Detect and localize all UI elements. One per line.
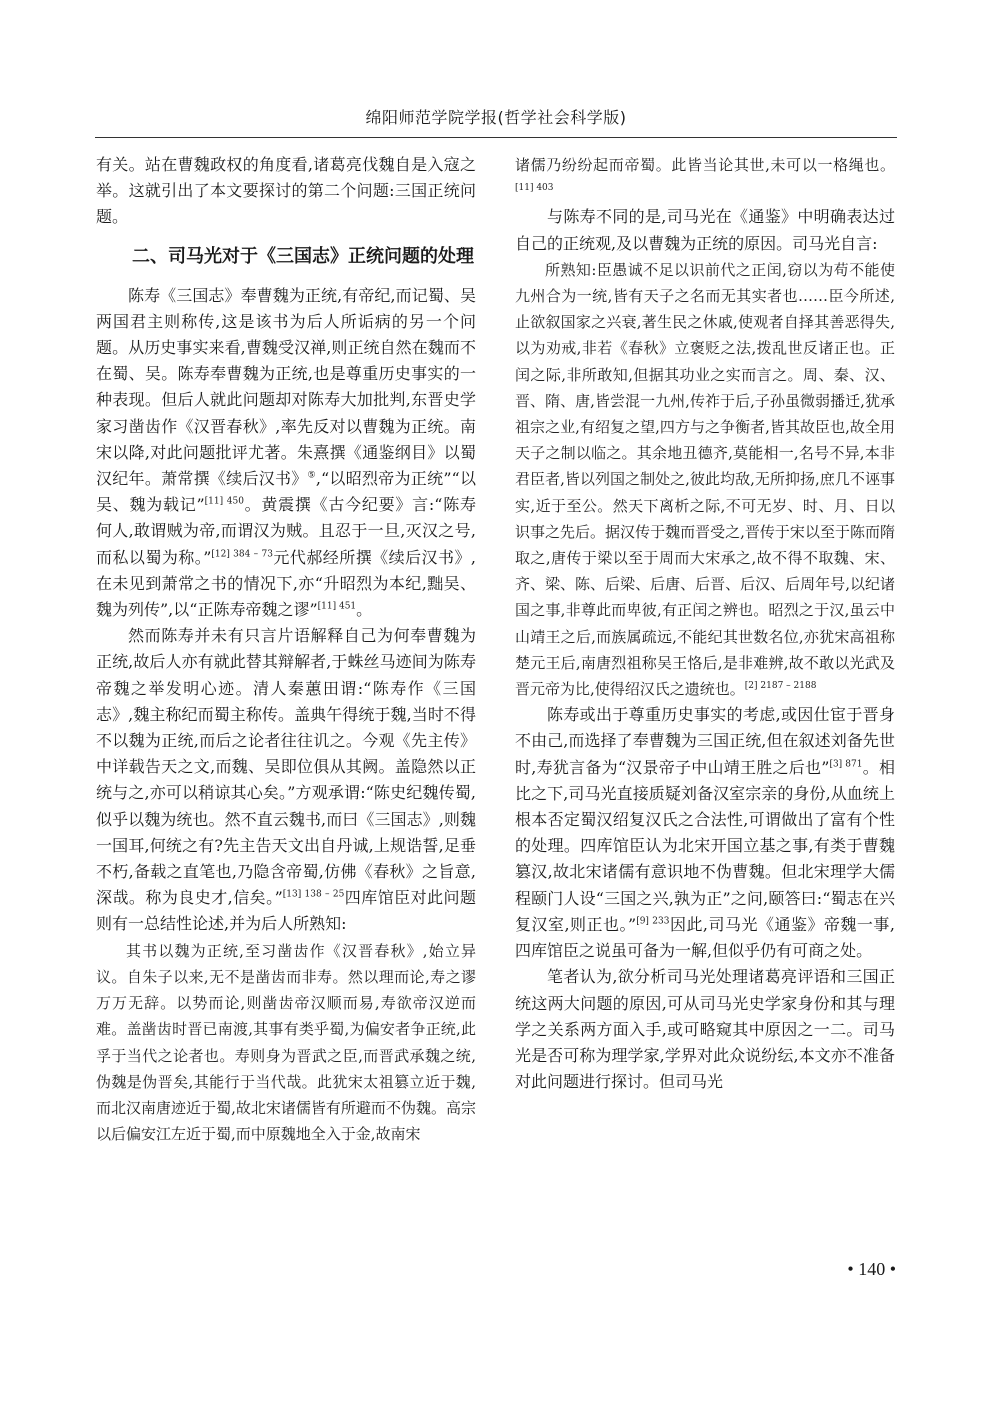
citation: [12] 384 – 73 xyxy=(211,549,273,560)
citation: [9] 233 xyxy=(636,916,670,927)
right-column xyxy=(515,152,895,1095)
section-heading: 二、司马光对于《三国志》正统问题的处理 xyxy=(132,245,474,267)
block-quote-continued: 诸儒乃纷纷起而帝蜀。此皆当论其世,未可以一格绳也。$^{[11] 403}$ xyxy=(515,156,895,194)
citation: [2] 2187 – 2188 xyxy=(744,681,817,692)
running-header: 绵阳师范学院学报(哲学社会科学版) xyxy=(365,108,627,127)
citation: [11] 403 xyxy=(515,183,554,194)
block-quote: 其书以魏为正统,至习凿齿作《汉晋春秋》,始立异议。自朱子以来,无不是凿齿而非寿。然以理而论,寿之谬万万无辞。以势而论,则凿齿帝汉顺而易,寿欲帝汉逆而难。盖凿齿时晋已南渡,其事有类乎蜀,为偏安者争正统,此孚于当代之论者也。寿则身为晋武之臣,而晋武承魏之统,伪魏是伪晋矣,其能行于当代哉。此犹宋太祖篡立近于魏,而北汉南唐迹近于蜀,故北宋诸儒皆有所避而不伪魏。高宗以后偏安江左近于蜀,而中原魏地全入于金,故南宋 xyxy=(96,941,476,1144)
left-column xyxy=(96,152,476,1147)
citation: [11] 451 xyxy=(317,601,357,612)
paragraph: 陈寿《三国志》奉曹魏为正统,有帝纪,而记蜀、吴两国君主则称传,这是该书为后人所诟病的另一个问题。从历史事实来看,曹魏受汉禅,则正统自然在魏而不在蜀、吴。陈寿奉曹魏为正统,也是尊重历史事实的一种表现。但后人就此问题却对陈寿大加批判,东晋史学家习凿齿作《汉晋春秋》,率先反对以曹魏为正统。南宋以降,对此问题批评尤著。朱熹撰《通鉴纲目》以蜀汉纪年。萧常撰《续后汉书》⑤,“以昭烈帝为正统”“以吴、魏为载记”$^{[11] 450}$。黄震撰《古今纪要》言:“陈寿何人,敢谓贼为帝,而谓汉为贼。且忍于一旦,灭汉之号,而私以蜀为称。”$^{[12] 384 - 73}$元代郝经所撰《续后汉书》,在未见到萧常之书的情况下,亦“升昭烈为本纪,黜吴、魏为列传”,以“正陈寿帝魏之谬”$^{[11] 451}$。 xyxy=(96,285,476,620)
citation: [11] 450 xyxy=(204,496,244,507)
paragraph-continued: 有关。站在曹魏政权的角度看,诸葛亮伐魏自是入寇之举。这就引出了本文要探讨的第二个问题:三国正统问题。 xyxy=(96,155,476,227)
header-rule xyxy=(95,137,897,138)
paragraph: 与陈寿不同的是,司马光在《通鉴》中明确表达过自己的正统观,及以曹魏为正统的原因。司马光自言: xyxy=(515,207,895,253)
paragraph: 笔者认为,欲分析司马光处理诸葛亮评语和三国正统这两大问题的原因,可从司马光史学家身份和其与理学之关系两方面入手,或可略窥其中原因之一二。司马光是否可称为理学家,学界对此众说纷纭,本文亦不准备对此问题进行探讨。但司马光 xyxy=(515,967,895,1092)
paragraph: 然而陈寿并未有只言片语解释自己为何奉曹魏为正统,故后人亦有就此替其辩解者,于蛛丝马迹间为陈寿帝魏之举发明心迹。清人秦蕙田谓:“陈寿作《三国志》,魏主称纪而蜀主称传。盖典午得统于魏,当时不得不以魏为正统,而后之论者往往讥之。今观《先主传》中详载告天之文,而魏、吴即位俱从其阙。盖隐然以正统与之,亦可以稍谅其心矣。”方观承谓:“陈史纪魏传蜀,似乎以魏为统也。然不直云魏书,而曰《三国志》,则魏一国耳,何统之有?先主告天文出自丹诚,上规诰誓,足垂不朽,备载之直笔也,乃隐含帝蜀,仿佛《春秋》之旨意,深哉。称为良史才,信矣。”$^{[13] 138 - 25}$四库馆臣对此问题则有一总结性论述,并为后人所熟知: xyxy=(96,626,476,934)
footnote-ref: ⑤ xyxy=(307,470,316,481)
paragraph: 陈寿或出于尊重历史事实的考虑,或因仕宦于晋身不由己,而选择了奉曹魏为三国正统,但在叙述刘备先世时,寿犹言备为“汉景帝子中山靖王胜之后也”$^{[3] 871}$。相比之下,司马光直接质疑刘备汉室宗亲的身份,从血统上根本否定蜀汉绍复汉氏之合法性,可谓做出了富有个性的处理。四库馆臣认为北宋开国立基之事,有类于曹魏篡汉,故北宋诸儒有意识地不伪曹魏。但北宋理学大儒程颐门人设“三国之兴,孰为正”之问,颐答曰:“蜀志在兴复汉室,则正也。”$^{[9] 233}$因此,司马光《通鉴》帝魏一事,四库馆臣之说虽可备为一解,但似乎仍有可商之处。 xyxy=(515,705,895,961)
citation: [13] 138 – 25 xyxy=(282,889,345,900)
block-quote: 所熟知:臣愚诚不足以识前代之正闰,窃以为苟不能使九州合为一统,皆有天子之名而无其实者也……臣今所述,止欲叙国家之兴衰,著生民之休戚,使观者自择其善恶得失,以为劝戒,非若《春秋》立褒贬之法,拨乱世反诸正也。正闰之际,非所敢知,但据其功业之实而言之。周、秦、汉、晋、隋、唐,皆尝混一九州,传祚于后,子孙虽微弱播迁,犹承祖宗之业,有绍复之望,四方与之争衡者,皆其故臣也,故全用天子之制以临之。其余地丑德齐,莫能相一,名号不异,本非君臣者,皆以列国之制处之,彼此均敌,无所抑扬,庶几不诬事实,近于至公。然天下离析之际,不可无岁、时、月、日以识事之先后。据汉传于魏而晋受之,晋传于宋以至于陈而隋取之,唐传于梁以至于周而大宋承之,故不得不取魏、宋、齐、梁、陈、后梁、后唐、后晋、后汉、后周年号,以纪诸国之事,非尊此而卑彼,有正闰之辨也。昭烈之于汉,虽云中山靖王之后,而族属疏远,不能纪其世数名位,亦犹宋高祖称楚元王后,南唐烈祖称吴王恪后,是非难辨,故不敢以光武及晋元帝为比,使得绍汉氏之遗统也。$^{[2] 2187 - 2188}$ xyxy=(515,260,895,699)
page-number: • 140 • xyxy=(847,1259,896,1279)
citation: [3] 871 xyxy=(829,759,863,770)
